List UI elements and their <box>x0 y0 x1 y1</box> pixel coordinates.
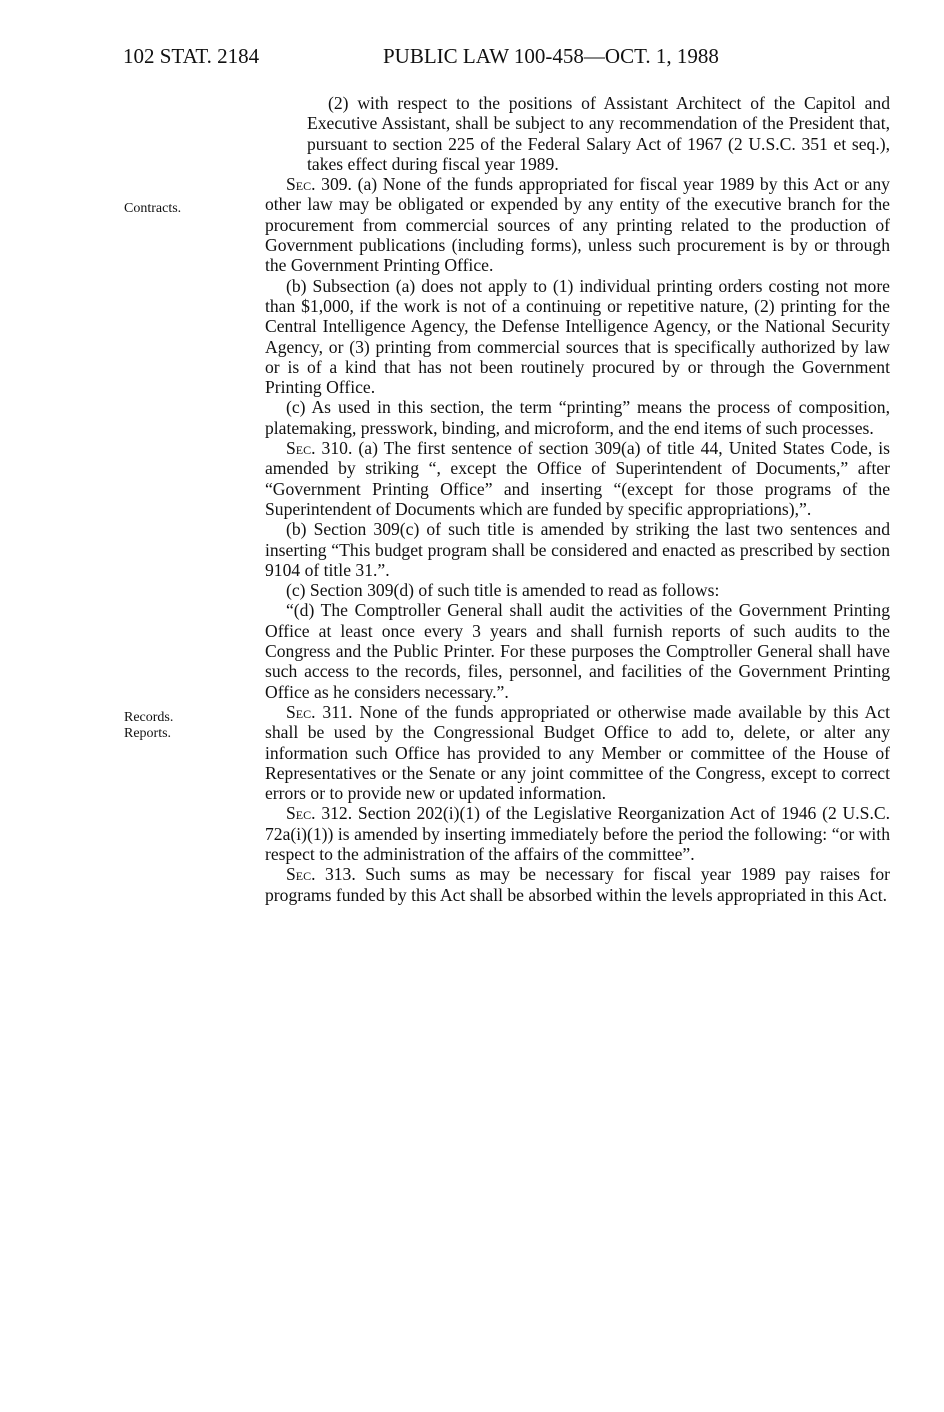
section-310-b: (b) Section 309(c) of such title is amended by striking the last two sentences and inserting “This budget program shall be considered and enacted as prescribed by section 9104 of title 31.”. <box>265 519 890 580</box>
section-309-b: (b) Subsection (a) does not apply to (1) individual printing orders costing not more than $1,000, if the work is not of a continuing or repetitive nature, (2) printing for the Central Intelligence Agency, the Defense Intelligence Agency, or the National Security Agency, or (3) printing from commercial sources that is specifically authorized by law or is of a kind that has not been routinely procured by or through the Government Printing Office. <box>265 275 890 398</box>
margin-note-reports: Reports. <box>124 726 172 741</box>
section-310-label: Sec. 310. <box>286 438 353 459</box>
section-312 <box>265 803 890 864</box>
section-309-a <box>265 174 890 275</box>
section-310-c: (c) Section 309(d) of such title is amended to read as follows: <box>286 580 720 601</box>
stat-page-number: 102 STAT. 2184 <box>123 44 260 68</box>
section-311-label: Sec. 311. <box>286 701 353 722</box>
section-312-text: Section 202(i)(1) of the Legislative Reorganization Act of 1946 (2 U.S.C. 72a(i)(1)) is amended by inserting immediately before the period the following: “or with respect to the administration of the affairs of the committee”. <box>265 803 890 864</box>
law-body <box>265 93 890 905</box>
section-310-a-text: (a) The first sentence of section 309(a) of title 44, United States Code, is amended by striking “, except the Office of Superintendent of Documents,” after “Government Printing Office” and inserting “(except for those programs of the Superintendent of Documents which are funded by specific appropriations),”. <box>265 438 890 519</box>
section-309-label: Sec. 309. <box>286 174 352 195</box>
section-309-c: (c) As used in this section, the term “printing” means the process of composition, platemaking, presswork, binding, and microform, and the end items of such processes. <box>265 397 890 438</box>
section-309-a-text: (a) None of the funds appropriated for fiscal year 1989 by this Act or any other law may be obligated or expended by any entity of the executive branch for the procurement from commercial sources of any printing related to the production of Government publications (including forms), unless such procurement is by or through the Government Printing Office. <box>265 174 890 276</box>
section-311 <box>265 702 890 803</box>
section-310-d: “(d) The Comptroller General shall audit the activities of the Government Printing Office at least once every 3 years and shall furnish reports of such audits to the Congress and the Public Printer. For these purposes the Comptroller General shall have such access to the records, files, personnel, and facilities of the Government Printing Office as he considers necessary.”. <box>265 600 890 702</box>
section-311-text: None of the funds appropriated or otherwise made available by this Act shall be used by the Congressional Budget Office to add to, delete, or alter any information such Office has provided to any Member or committee of the House of Representatives or the Senate or any joint committee of the Congress, except to correct errors or to provide new or updated information. <box>265 701 890 804</box>
margin-note-records: Records. <box>124 710 174 725</box>
page-header <box>0 44 944 74</box>
margin-note-contracts: Contracts. <box>124 201 182 216</box>
section-313-text: Such sums as may be necessary for fiscal year 1989 pay raises for programs funded by this Act shall be absorbed within the levels appropriated in this Act. <box>265 864 890 905</box>
running-title: PUBLIC LAW 100-458—OCT. 1, 1988 <box>383 44 719 68</box>
section-310-a <box>265 438 890 519</box>
section-312-label: Sec. 312. <box>286 803 353 824</box>
section-313-label: Sec. 313. <box>286 864 356 885</box>
paragraph-salary-positions: (2) with respect to the positions of Assistant Architect of the Capitol and Executive Assistant, shall be subject to any recommendation of the President that, pursuant to section 225 of the Federal Salary Act of 1967 (2 U.S.C. 351 et seq.), takes effect during fiscal year 1989. <box>307 93 890 174</box>
section-313 <box>265 864 890 905</box>
